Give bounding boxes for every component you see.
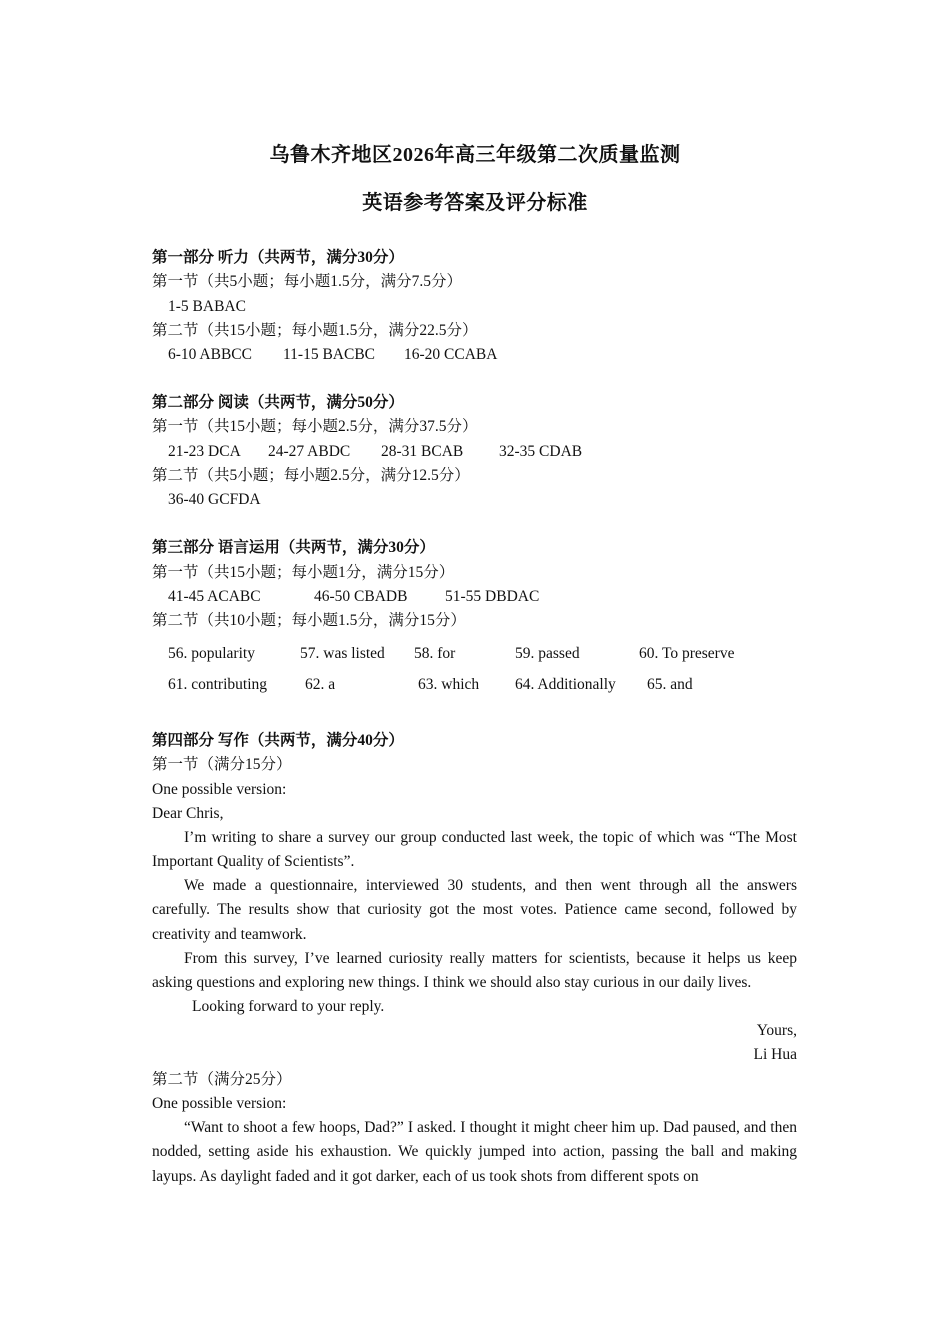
answer-group: 28-31 BCAB <box>381 443 464 460</box>
answer-group: 36-40 GCFDA <box>168 491 261 508</box>
letter-paragraph: From this survey, I’ve learned curiosity really matters for scientists, because it helps us keep asking questions and exploring new things. I think we should also stay curious in our daily lives. <box>152 950 797 992</box>
blank-answer: 64. Additionally <box>515 676 616 693</box>
blank-answer: 65. and <box>647 676 693 693</box>
blank-answer: 59. passed <box>515 645 580 662</box>
answer-group: 32-35 CDAB <box>499 443 583 460</box>
answer-group: 11-15 BACBC <box>283 346 376 363</box>
answer-group: 16-20 CCABA <box>404 346 498 363</box>
answer-group: 41-45 ACABC <box>168 588 261 605</box>
part3-section2-label: 第二节（共10小题；每小题1.5分，满分15分） <box>152 612 466 629</box>
answer-group: 51-55 DBDAC <box>445 588 540 605</box>
possible-version-label: One possible version: <box>152 781 287 798</box>
answer-group: 6-10 ABBCC <box>168 346 252 363</box>
letter-paragraph: Looking forward to your reply. <box>192 998 385 1015</box>
blank-answer: 63. which <box>418 676 480 693</box>
possible-version-label: One possible version: <box>152 1095 287 1112</box>
letter-paragraph: We made a questionnaire, interviewed 30 students, and then went through all the answers carefully. The results show that curiosity got the most votes. Patience came second, followed by creativity and teamwork. <box>152 877 797 943</box>
part4-section2-label: 第二节（满分25分） <box>152 1071 292 1088</box>
part1-section1-label: 第一节（共5小题；每小题1.5分，满分7.5分） <box>152 273 463 290</box>
answer-group: 21-23 DCA <box>168 443 241 460</box>
letter-closing: Yours, <box>756 1022 797 1039</box>
blank-answer: 57. was listed <box>300 645 385 662</box>
letter-greeting: Dear Chris, <box>152 805 224 822</box>
letter-paragraph: I’m writing to share a survey our group conducted last week, the topic of which was “The Most Important Quality of Scientists”. <box>152 829 797 871</box>
blank-answer: 61. contributing <box>168 676 268 693</box>
blank-answer: 56. popularity <box>168 645 255 662</box>
part3-heading: 第三部分 语言运用（共两节，满分30分） <box>152 539 435 556</box>
part2-heading: 第二部分 阅读（共两节，满分50分） <box>152 394 404 411</box>
blank-answer: 58. for <box>414 645 456 662</box>
answer-group: 1-5 BABAC <box>168 298 246 315</box>
part1-section2-label: 第二节（共15小题；每小题1.5分，满分22.5分） <box>152 322 478 339</box>
page-subtitle: 英语参考答案及评分标准 <box>362 192 588 214</box>
page-title: 乌鲁木齐地区2026年高三年级第二次质量监测 <box>269 144 681 166</box>
answer-group: 46-50 CBADB <box>314 588 408 605</box>
part2-section1-label: 第一节（共15小题；每小题2.5分，满分37.5分） <box>152 418 478 435</box>
answer-group: 24-27 ABDC <box>268 443 351 460</box>
part2-section2-label: 第二节（共5小题；每小题2.5分，满分12.5分） <box>152 467 470 484</box>
part4-heading: 第四部分 写作（共两节，满分40分） <box>152 732 404 749</box>
part4-section1-label: 第一节（满分15分） <box>152 756 292 773</box>
blank-answer: 62. a <box>305 676 336 693</box>
blank-answer: 60. To preserve <box>639 645 735 662</box>
part3-section1-label: 第一节（共15小题；每小题1分，满分15分） <box>152 564 455 581</box>
part1-heading: 第一部分 听力（共两节，满分30分） <box>152 249 404 266</box>
letter-signature: Li Hua <box>753 1046 797 1063</box>
story-paragraph: “Want to shoot a few hoops, Dad?” I asked. I thought it might cheer him up. Dad paused, and then nodded, setting aside his exhaustion. We quickly jumped into action, passing the ball and making layups. As daylight faded and it got darker, each of us took shots from different spots on <box>152 1119 797 1185</box>
